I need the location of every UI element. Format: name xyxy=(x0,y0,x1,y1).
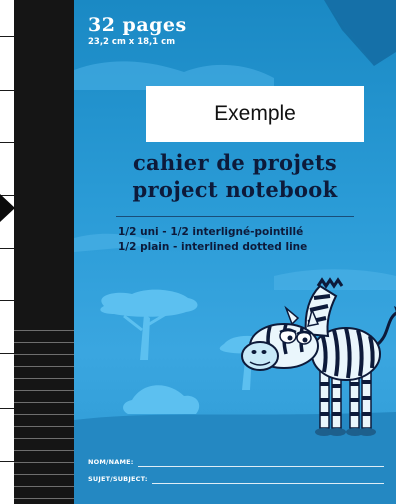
title-french: cahier de projets xyxy=(132,150,338,175)
example-label-box xyxy=(146,86,364,142)
subtitle-english: 1/2 plain - interlined dotted line xyxy=(118,241,308,253)
name-label: NOM/NAME: xyxy=(88,458,134,466)
page-count: 32 pages xyxy=(88,14,187,36)
ruled-page-edge xyxy=(0,0,14,504)
notebook-cover xyxy=(74,0,396,504)
folded-corner-shape xyxy=(324,0,396,66)
subject-line xyxy=(152,483,384,484)
arrow-pointer-icon xyxy=(0,194,15,222)
subject-label: SUJET/SUBJECT: xyxy=(88,475,148,483)
title-divider xyxy=(116,216,354,217)
subtitle-french: 1/2 uni - 1/2 interligné-pointillé xyxy=(118,226,304,238)
title-english: project notebook xyxy=(132,177,338,202)
zebra-illustration xyxy=(242,280,396,436)
acacia-tree-icon xyxy=(100,290,197,360)
binding-spine xyxy=(14,0,74,504)
example-label: Exemple xyxy=(214,102,296,125)
name-line xyxy=(138,466,384,467)
dimensions-text: 23,2 cm x 18,1 cm xyxy=(88,37,176,47)
bush-shape xyxy=(123,385,199,414)
